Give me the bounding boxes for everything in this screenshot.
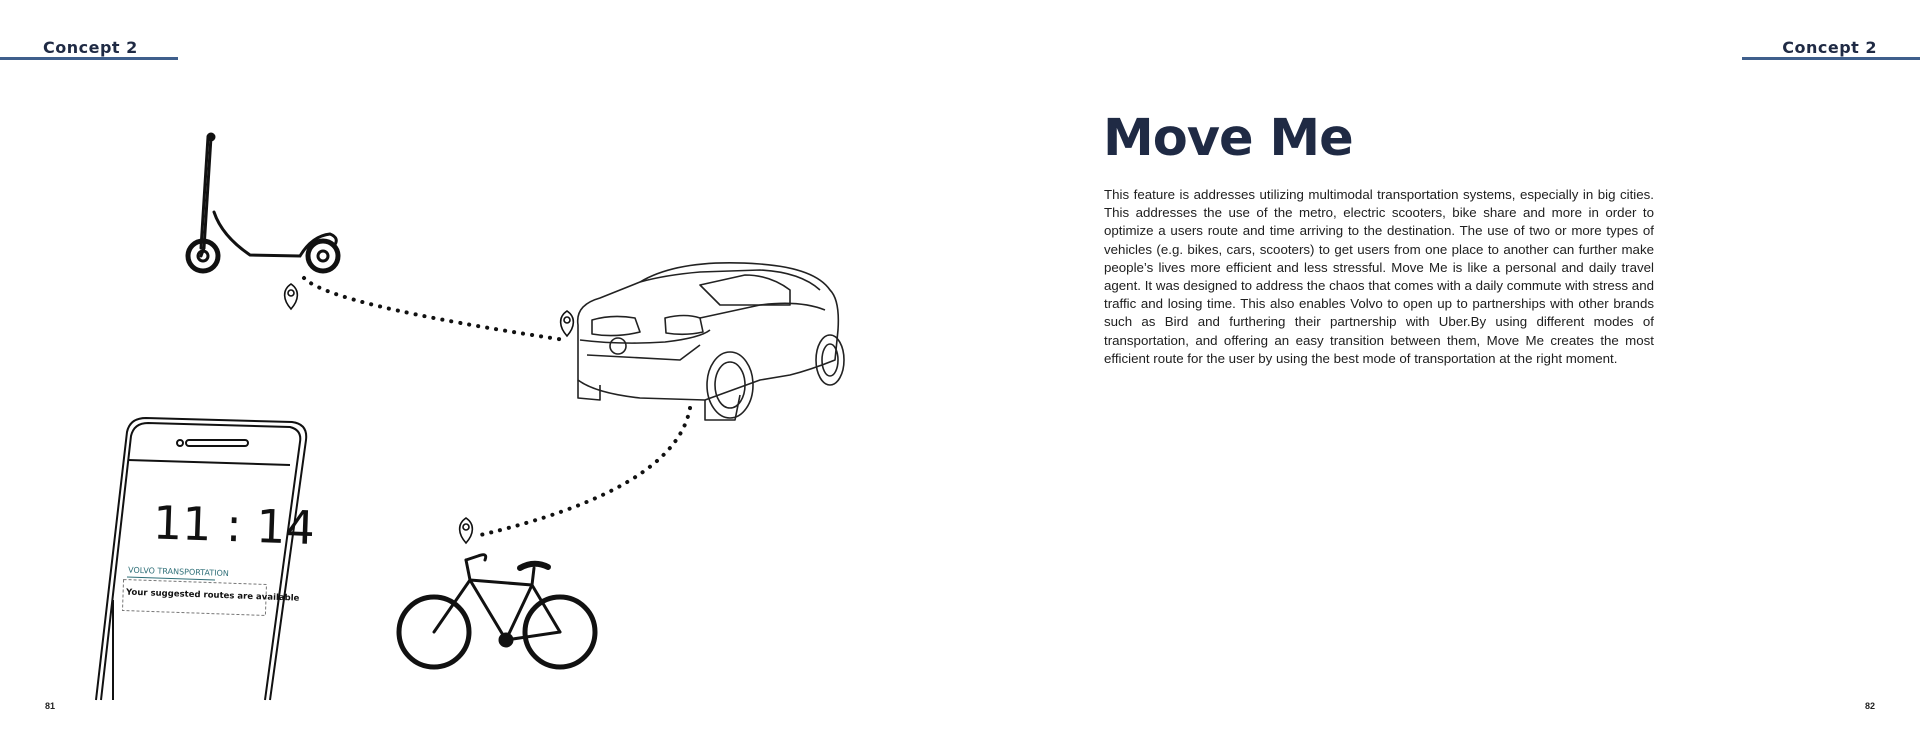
phone-app-label: VOLVO TRANSPORTATION xyxy=(127,565,229,579)
map-pin-icon xyxy=(285,284,298,309)
route-dotted-line xyxy=(304,278,565,340)
header-left: Concept 2 xyxy=(43,38,138,57)
page-number-left: 81 xyxy=(45,701,56,711)
page-title: Move Me xyxy=(1103,109,1353,168)
app-label-underline xyxy=(127,577,215,580)
route-dotted-line xyxy=(476,408,690,536)
map-pin-icon xyxy=(460,518,473,543)
phone-icon xyxy=(96,418,306,700)
body-paragraph: This feature is addresses utilizing multimodal transportation systems, especially in big cities. This addresses the use of the metro, electric scooters, bike share and more in order to optimize a users route and time arriving to the destination. The use of two or more types of vehicles (e.g. bikes, cars, scooters) to get users from one place to another can further make people’s lives more efficient and less stressful. Move Me is like a personal and daily travel agent. It was designed to address the chaos that comes with a daily commute with stress and traffic and losing time. This also enables Volvo to open up to partnerships with other brands such as Bird and furthering their partnership with Uber.By using different modes of transportation, and offering an easy transition between them, Move Me creates the most efficient route for the user by using the best mode of transportation at the right moment. xyxy=(1104,187,1654,366)
page-number-right: 82 xyxy=(1864,701,1875,711)
phone-notification: Your suggested routes are available xyxy=(125,587,300,604)
header-right: Concept 2 xyxy=(1782,38,1877,57)
scooter-icon xyxy=(188,134,338,271)
bicycle-icon xyxy=(399,555,595,667)
phone-time: 11 : 14 xyxy=(152,495,316,555)
map-pin-icon xyxy=(561,311,574,336)
car-icon xyxy=(578,263,844,420)
